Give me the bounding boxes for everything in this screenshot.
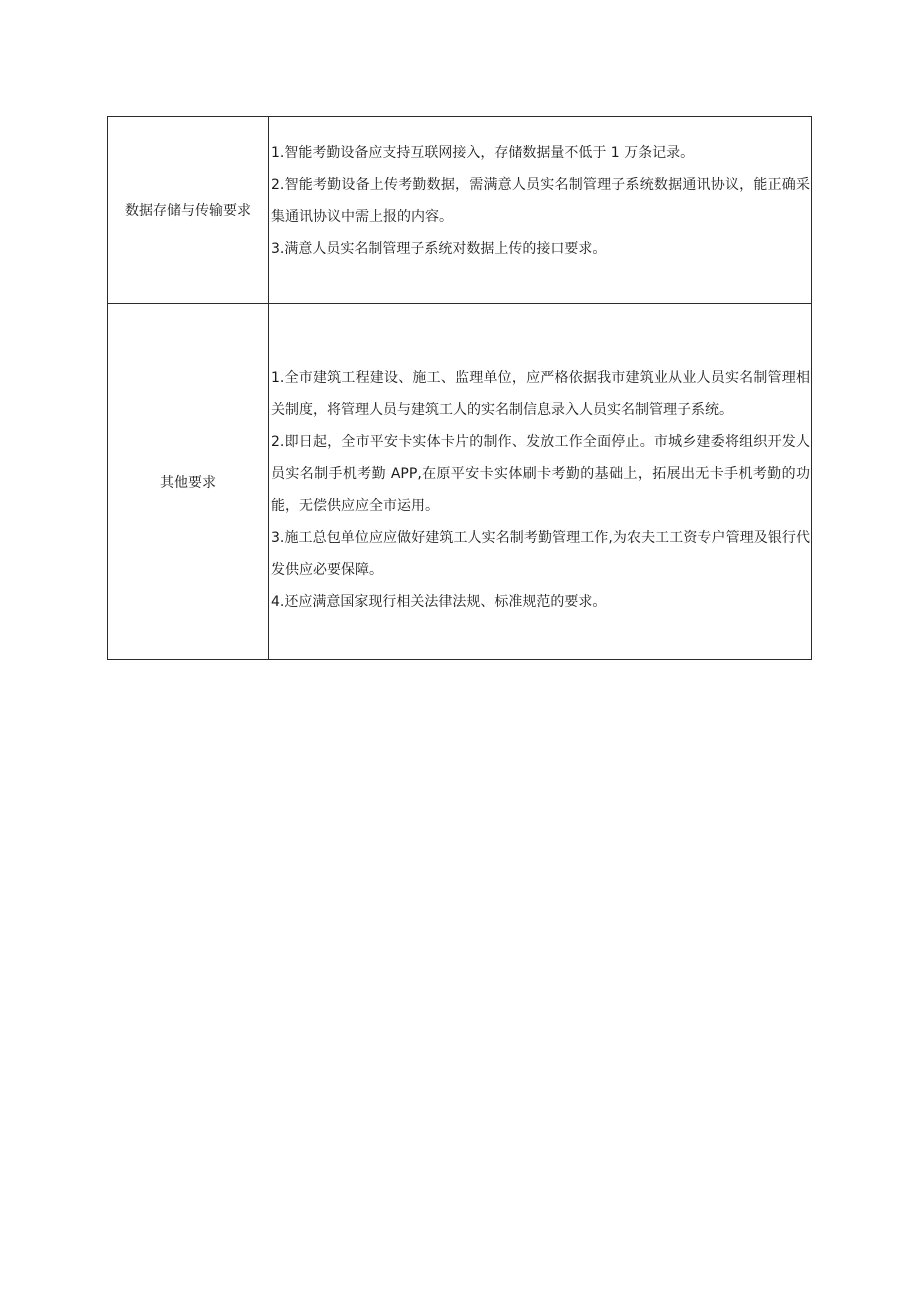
list-item: 4.还应满意国家现行相关法律法规、标准规范的要求。	[271, 594, 607, 610]
list-item: 3.施工总包单位应应做好建筑工人实名制考勤管理工作,为农夫工工资专户管理及银行代发供应必要保障。	[271, 530, 810, 578]
list-item: 1.全市建筑工程建设、施工、监理单位，应严格依据我市建筑业从业人员实名制管理相关制度，将管理人员与建筑工人的实名制信息录入人员实名制管理子系统。	[271, 370, 810, 418]
row-content-other	[269, 304, 812, 660]
row-label-other: 其他要求	[108, 304, 269, 660]
requirements-table	[107, 116, 812, 660]
table-row	[108, 117, 812, 304]
list-item: 2.智能考勤设备上传考勤数据，需满意人员实名制管理子系统数据通讯协议，能正确采集通讯协议中需上报的内容。	[271, 177, 810, 225]
list-item: 2.即日起，全市平安卡实体卡片的制作、发放工作全面停止。市城乡建委将组织开发人员实名制手机考勤 APP,在原平安卡实体刷卡考勤的基础上，拓展出无卡手机考勤的功能，无偿供应应全市运用。	[271, 434, 810, 514]
row-label-data-storage: 数据存储与传输要求	[108, 117, 269, 304]
list-item: 1.智能考勤设备应支持互联网接入，存储数据量不低于 1 万条记录。	[271, 145, 695, 161]
row-content-data-storage	[269, 117, 812, 304]
list-item: 3.满意人员实名制管理子系统对数据上传的接口要求。	[271, 241, 607, 257]
table-row	[108, 304, 812, 660]
